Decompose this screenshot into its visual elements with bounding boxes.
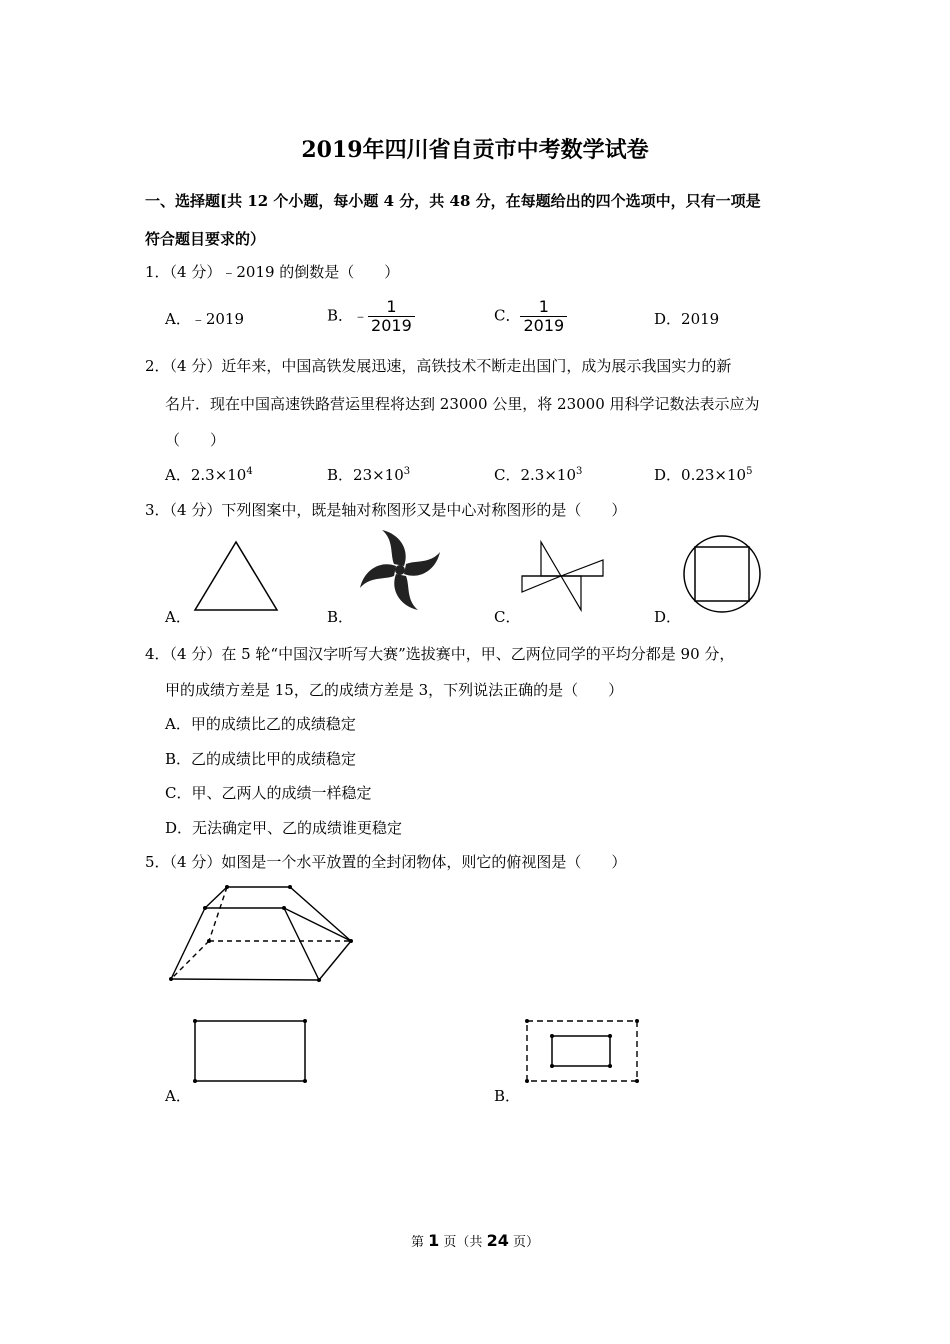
footer-page-number: 1: [428, 1231, 440, 1250]
q5-solid-figure: [160, 878, 360, 988]
q1-option-c-fraction: [520, 298, 567, 335]
q2-option-b-text: B．23×10: [327, 466, 404, 484]
q1-option-c-denominator: 2019: [520, 316, 567, 335]
q1-stem: 1．（4 分）﹣2019 的倒数是（ ）: [145, 263, 400, 281]
q3-option-a: A．: [165, 608, 191, 626]
section-heading-line1: 一、选择题[共 12 个小题，每小题 4 分，共 48 分，在每题给出的四个选项中，只有一项是: [145, 192, 761, 210]
q3-triangle-figure: [190, 538, 282, 614]
q1-option-a: A．﹣2019: [165, 310, 245, 328]
q3-circle-square-figure: [680, 534, 764, 614]
q1-option-b: [327, 298, 415, 335]
q3-option-c: C．: [494, 608, 521, 626]
q2-option-a: [165, 464, 253, 485]
q2-line1: 2．（4 分）近年来，中国高铁发展迅速，高铁技术不断走出国门，成为展示我国实力的新: [145, 357, 732, 375]
q3-option-d: D．: [654, 608, 682, 626]
q2-option-b: [327, 464, 410, 485]
footer-suffix: 页）: [512, 1235, 539, 1250]
section-heading-line2: 符合题目要求的）: [145, 230, 266, 248]
q2-option-b-exponent: 3: [403, 466, 411, 477]
q2-line2: 名片．现在中国高速铁路营运里程将达到 23000 公里，将 23000 用科学记数法表示应为: [165, 395, 760, 413]
footer-prefix: 第: [410, 1235, 424, 1250]
q2-option-a-exponent: 4: [246, 466, 253, 477]
q3-pinwheel-figure: [356, 528, 444, 612]
q2-option-a-text: A．2.3×10: [165, 466, 247, 484]
q4-option-a: A．甲的成绩比乙的成绩稳定: [165, 715, 356, 733]
q4-option-d: D．无法确定甲、乙的成绩谁更稳定: [165, 819, 403, 837]
q1-option-b-denominator: 2019: [368, 316, 415, 335]
q2-line3: （ ）: [165, 431, 226, 449]
q2-option-c: [494, 464, 582, 485]
q5-option-a-figure: [188, 1015, 312, 1087]
footer-middle: 页（共: [443, 1235, 483, 1250]
page-title: 2019年四川省自贡市中考数学试卷: [301, 137, 649, 163]
q3-windmill-figure: [518, 538, 608, 614]
q5-option-b: B．: [494, 1087, 521, 1105]
q4-option-b: B．乙的成绩比甲的成绩稳定: [165, 750, 357, 768]
q1-option-b-numerator: 1: [386, 297, 397, 316]
q3-stem: 3．（4 分）下列图案中，既是轴对称图形又是中心对称图形的是（ ）: [145, 501, 627, 519]
q4-line1: 4．（4 分）在 5 轮“中国汉字听写大赛”选拔赛中，甲、乙两位同学的平均分都是 90 分，: [145, 645, 735, 663]
q2-option-d-text: D．0.23×10: [654, 466, 747, 484]
q1-option-c-label: C．: [494, 306, 521, 325]
page-footer: [0, 1231, 950, 1250]
q5-stem: 5．（4 分）如图是一个水平放置的全封闭物体，则它的俯视图是（ ）: [145, 853, 627, 871]
q1-option-b-sign: ﹣: [353, 306, 369, 325]
q4-option-c: C．甲、乙两人的成绩一样稳定: [165, 784, 372, 802]
q2-option-c-exponent: 3: [576, 466, 583, 477]
footer-total-pages: 24: [486, 1231, 509, 1250]
q2-option-d-exponent: 5: [746, 466, 753, 477]
q1-option-c: [494, 298, 567, 335]
q2-option-c-text: C．2.3×10: [494, 466, 576, 484]
q1-option-d: D．2019: [654, 310, 720, 328]
q1-option-b-fraction: [368, 298, 415, 335]
q5-option-a: A．: [165, 1087, 191, 1105]
q4-line2: 甲的成绩方差是 15，乙的成绩方差是 3，下列说法正确的是（ ）: [165, 681, 624, 699]
q1-option-b-label: B．: [327, 306, 354, 325]
q5-option-b-figure: [520, 1014, 646, 1088]
q1-option-c-numerator: 1: [538, 297, 549, 316]
q2-option-d: [654, 464, 752, 485]
q3-option-b: B．: [327, 608, 354, 626]
